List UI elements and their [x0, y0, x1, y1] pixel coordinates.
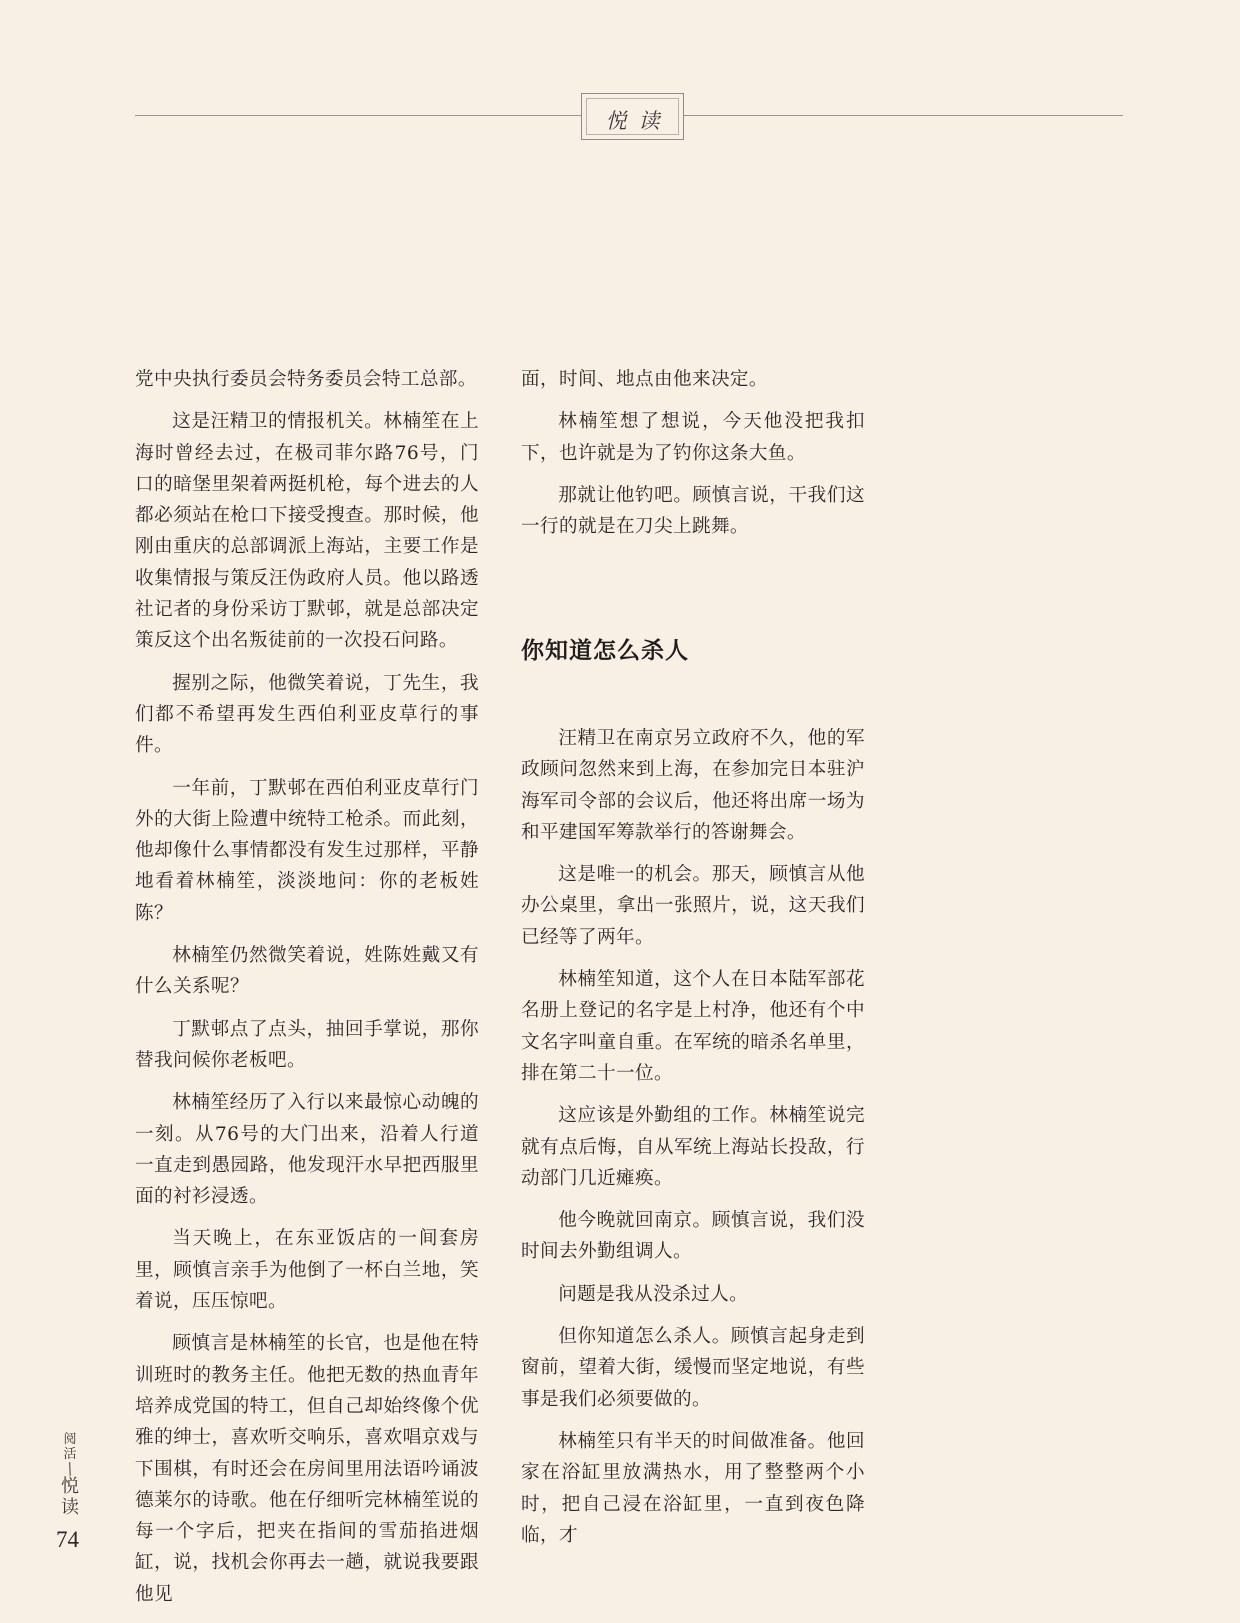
paragraph: 握别之际，他微笑着说，丁先生，我们都不希望再发生西伯利亚皮草行的事件。	[135, 672, 479, 757]
paragraph: 顾慎言是林楠笙的长官，也是他在特训班时的教务主任。他把无数的热血青年培养成党国的特工，但自己却始终像个优雅的绅士，喜欢听交响乐，喜欢唱京戏与下围棋，有时还会在房间里用法语吟诵波德莱尔的诗歌。他在仔细听完林楠笙说的每一个字后，把夹在指间的雪茄掐进烟缸，说，找机会你再去一趟，就说我要跟他见	[135, 1333, 479, 1605]
paragraph: 一年前，丁默邨在西伯利亚皮草行门外的大街上险遭中统特工枪杀。而此刻，他却像什么事情都没有发生过那样，平静地看着林楠笙，淡淡地问：你的老板姓陈？	[135, 777, 479, 924]
right-column-top	[521, 364, 865, 553]
section-heading: 你知道怎么杀人	[521, 637, 689, 664]
paragraph: 林楠笙仍然微笑着说，姓陈姓戴又有什么关系呢？	[135, 945, 479, 998]
paragraph: 这是汪精卫的情报机关。林楠笙在上海时曾经去过，在极司菲尔路76号，门口的暗堡里架着两挺机枪，每个进去的人都必须站在枪口下接受搜查。那时候，他刚由重庆的总部调派上海站，主要工作是收集情报与策反汪伪政府人员。他以路透社记者的身份采访丁默邨，就是总部决定策反这个出名叛徒前的一次投石问路。	[135, 411, 479, 652]
section-badge	[581, 93, 684, 140]
paragraph: 那就让他钓吧。顾慎言说，干我们这一行的就是在刀尖上跳舞。	[521, 484, 865, 538]
paragraph: 丁默邨点了点头，抽回手掌说，那你替我问候你老板吧。	[135, 1018, 479, 1071]
side-label-top: 阅活	[63, 1432, 77, 1462]
paragraph: 林楠笙只有半天的时间做准备。他回家在浴缸里放满热水，用了整整两个小时，把自己浸在浴缸里，一直到夜色降临，才	[521, 1430, 865, 1546]
paragraph: 当天晚上，在东亚饭店的一间套房里，顾慎言亲手为他倒了一杯白兰地，笑着说，压压惊吧。	[135, 1228, 479, 1313]
page-number: 74	[56, 1527, 79, 1552]
paragraph: 林楠笙经历了入行以来最惊心动魄的一刻。从76号的大门出来，沿着人行道一直走到愚园路，他发现汗水早把西服里面的衬衫浸透。	[135, 1092, 479, 1208]
paragraph: 汪精卫在南京另立政府不久，他的军政顾问忽然来到上海，在参加完日本驻沪海军司令部的会议后，他还将出席一场为和平建国军筹款举行的答谢舞会。	[521, 728, 865, 843]
paragraph: 林楠笙想了想说，今天他没把我扣下，也许就是为了钓你这条大鱼。	[521, 411, 865, 464]
paragraph: 面，时间、地点由他来决定。	[521, 369, 768, 390]
magazine-section-label	[59, 1432, 81, 1518]
paragraph: 党中央执行委员会特务委员会特工总部。	[135, 369, 477, 390]
paragraph: 问题是我从没杀过人。	[558, 1283, 749, 1305]
paragraph: 林楠笙知道，这个人在日本陆军部花名册上登记的名字是上村净，他还有个中文名字叫童自重。在军统的暗杀名单里，排在第二十一位。	[521, 969, 865, 1084]
paragraph: 他今晚就回南京。顾慎言说，我们没时间去外勤组调人。	[521, 1210, 865, 1263]
header-rule-right	[684, 115, 1123, 116]
section-title: 悦读	[605, 109, 672, 133]
paragraph: 这是唯一的机会。那天，顾慎言从他办公桌里，拿出一张照片，说，这天我们已经等了两年。	[521, 864, 865, 948]
left-column	[135, 364, 479, 1621]
right-column-bottom	[521, 723, 865, 1562]
side-label-separator: /	[64, 1458, 76, 1479]
header-rule-left	[135, 115, 581, 116]
paragraph: 这应该是外勤组的工作。林楠笙说完就有点后悔，自从军统上海站长投敌，行动部门几近瘫痪。	[521, 1105, 865, 1189]
paragraph: 但你知道怎么杀人。顾慎言起身走到窗前，望着大街，缓慢而坚定地说，有些事是我们必须要做的。	[521, 1326, 865, 1410]
side-label-bottom: 悦读	[61, 1476, 79, 1518]
